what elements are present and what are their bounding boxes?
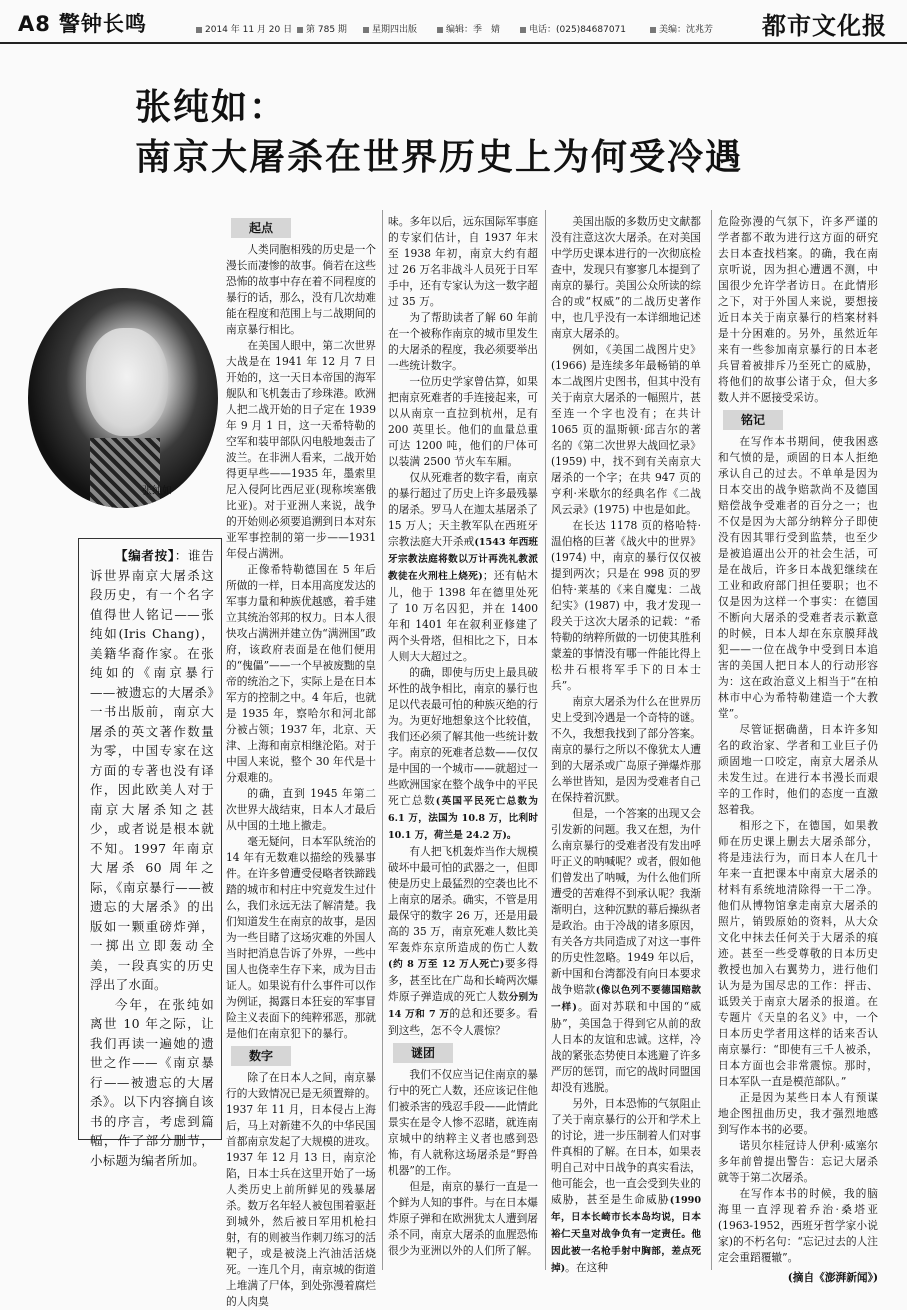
- paragraph: 在长达 1178 页的格哈特·温伯格的巨著《战火中的世界》(1974) 中，南京的暴行仅仅被提到两次；只是在 998 页的罗伯特·莱基的《来自魔鬼：二战纪实》(1987) 中，我才发现一段关于这次大屠杀的记载：“希特勒的纳粹所做的一切使其胜利蒙羞的事情没有哪一件能比得上松井石根将军手下的日本士兵”。: [551, 519, 701, 692]
- subheading-mystery: 谜团: [393, 1043, 453, 1063]
- portrait-photo: [28, 288, 218, 508]
- inline-note: (像以色列不要德国赔款一样): [551, 985, 701, 1013]
- masthead: [0, 0, 907, 44]
- bullet-square-icon: [520, 27, 526, 33]
- phone-label: 电话：(025)84687071: [520, 22, 626, 35]
- inline-note: (英国平民死亡总数为 6.1 万，法国为 10.8 万，比利时 10.1 万，荷兰是 24.2 万)。: [388, 796, 538, 841]
- photo-caption: 张纯如: [142, 486, 172, 497]
- paragraph: 美国出版的多数历史文献都没有注意这次大屠杀。在对美国中学历史课本进行的一次彻底检查中，发现只有寥寥几本提到了南京的暴行。美国公众所读的综合的或“权威”的二战历史著作中，也几乎没有一本详细地记述南京大屠杀的。: [551, 215, 701, 340]
- paragraph: 毫无疑问，日本军队统治的 14 年有无数难以描绘的残暴事件。在许多曾遭受侵略者铁蹄践踏的城市和村庄中究竟发生过什么，我们永远无法了解清楚。我们知道发生在南京的故事，是因为一些目睹了这场灾难的外国人当时把消息告诉了外界，一些中国人也侥幸生存下来，成为目击证人。如果说有什么事件可以作为例证，揭露日本狂妄的军事冒险主义表面下的纯粹邪恶，那就是他们在南京犯下的暴行。: [226, 835, 376, 1040]
- editor-note-tag: 【编者按】: [115, 548, 175, 563]
- inline-note: (1543 年西班牙宗教法庭将数以万计再洗礼教派教徒在火刑柱上烧死): [388, 537, 538, 582]
- editor-note: [90, 546, 214, 1170]
- subheading-origin: 起点: [231, 218, 291, 238]
- article-column-2: [388, 214, 538, 1259]
- bullet-square-icon: [650, 27, 656, 33]
- inline-note: (约 8 万至 12 万人死亡): [388, 959, 505, 970]
- paragraph: 除了在日本人之间，南京暴行的大致情况已是无须置辩的。1937 年 11 月，日本侵占上海后，马上对新建不久的中华民国首都南京发起了大规模的进攻。1937 年 12 月 13 日，南京沦陷，日本士兵在这里开始了一场人类历史上前所鲜见的残暴屠杀。数万名年轻人被包围着驱赶到城外，然后被日军用机枪扫射，有的则被当作刺刀练习的活靶子，或是被浇上汽油活活烧死。一连几个月，南京城的街道上堆满了尸体，到处弥漫着腐烂的人肉臭: [226, 1071, 376, 1308]
- inline-note: 分别为 14 万和 7 万: [388, 992, 538, 1020]
- weekday-label: 星期四出版: [363, 22, 417, 35]
- column-rule: [545, 210, 546, 1270]
- paragraph: 我们不仅应当记住南京的暴行中的死亡人数，还应该记住他们被杀害的残忍手段——此情此景实在是令人惨不忍睹，就连南京城中的纳粹主义者也感到恐怖，有人就称这场屠杀是“野兽机器”的工作。: [388, 1068, 538, 1177]
- date-label: 2014 年 11 月 20 日: [196, 22, 292, 35]
- paragraph: 的确，直到 1945 年第二次世界大战结束，日本人才最后从中国的土地上撤走。: [226, 787, 376, 832]
- subheading-numbers: 数字: [231, 1046, 291, 1066]
- bullet-square-icon: [363, 27, 369, 33]
- art-editor-label: 美编：沈兆芳: [650, 22, 713, 35]
- bullet-square-icon: [437, 27, 443, 33]
- paragraph: 在美国人眼中，第二次世界大战是在 1941 年 12 月 7 日开始的，这一天日本帝国的海军舰队和飞机轰击了珍珠港。欧洲人把二战开始的日子定在 1939 年 9 月 1 日，这一天希特勒的空军和装甲部队闪电般地轰击了波兰。在非洲人看来，二战开始得更早些——1935 年，墨索里尼入侵阿比西尼亚(现称埃塞俄比亚)。对于亚洲人来说，战争的开始则必须要追溯到日本对东亚军事控制的第一步——1931 年侵占满洲。: [226, 339, 376, 560]
- paragraph: 在写作本书的时候，我的脑海里一直浮现着乔治·桑塔亚(1963-1952，西班牙哲学家小说家)的不朽名句：“忘记过去的人注定会重蹈覆辙”。: [718, 1187, 878, 1264]
- portrait-collar: [90, 438, 160, 508]
- paragraph: 例如，《美国二战图片史》(1966) 是连续多年最畅销的单本二战图片史图书，但其中没有关于南京大屠杀的一幅照片，甚至连一个字也没有；在共计 1065 页的温斯顿·邱吉尔的著名的《第二次世界大战回忆录》(1959) 中，找不到有关南京大屠杀的一个字；在共 947 页的亨利·米歇尔的经典名作《二战风云录》(1975) 中也是如此。: [551, 343, 701, 516]
- section-name: 警钟长鸣: [58, 12, 147, 36]
- paragraph: 但是，南京的暴行一直是一个鲜为人知的事件。与在日本爆炸原子弹和在欧洲犹太人遭到屠杀不同，南京大屠杀的血腥恐怖很少为亚洲以外的人们所了解。: [388, 1180, 538, 1257]
- article-column-4: [718, 214, 878, 1286]
- portrait-face: [86, 328, 168, 436]
- headline-line-2: 南京大屠杀在世界历史上为何受冷遇: [135, 137, 744, 178]
- page-identifier: [18, 8, 147, 38]
- paragraph: 在写作本书期间，使我困惑和气愤的是，顽固的日本人拒绝承认自己的过去。不单单是因为日本交出的战争赔款尚不及德国赔偿战争受难者的百分之一；也不仅是因为大部分纳粹分子即使没有因其罪行受到监禁，也至少是被追逼出公开的社会生活，可是在战后，许多日本战犯继续在工业和政府部门担任要职；也不仅是因为这样一个事实：在德国不断向大屠杀的受难者表示歉意的时候，日本人却在东京膜拜战犯——一位在战争中受到日本追害的美国人把日本人的行动形容为：这在政治意义上相当于“在柏林市中心为希特勒建造一个大教堂”。: [718, 435, 878, 720]
- newspaper-logo: 都市文化报: [762, 12, 887, 40]
- paragraph: 的确，即使与历史上最具破坏性的战争相比，南京的暴行也足以代表最可怕的种族灭绝的行为。为更好地想象这个比较值，我们还必须了解其他一些统计数字。南京的死难者总数——仅仅是中国的一个城市——就超过一些欧洲国家在整个战争中的平民死亡总数(英国平民死亡总数为 6.1 万，法国为 10.8 万，比利时 10.1 万，荷兰是 24.2 万)。: [388, 666, 538, 841]
- paragraph: 相形之下，在德国，如果教师在历史课上删去大屠杀部分，将是违法行为，而日本人在几十年来一直把课本中南京大屠杀的材料有系统地清除得一干二净。他们从博物馆拿走南京大屠杀的照片，销毁原始的资料，从大众文化中抹去任何关于大屠杀的痕迹。甚至一些受尊敬的日本历史教授也加入右翼势力，进行他们认为是为国尽忠的工作：抨击、诋毁关于南京大屠杀的报道。在专题片《天皇的名义》中，一个日本历史学者用这样的话来否认南京暴行：“即使有三千人被杀，日本方面也会非常震惊。那时，日本军队一直是模范部队。”: [718, 819, 878, 1088]
- inline-note: (1990 年，日本长崎市长本岛均说，日本裕仁天皇对战争负有一定责任。他因此被一名枪手射中胸部，差点死掉): [551, 1195, 701, 1274]
- paragraph: 危险弥漫的气氛下，许多严谨的学者都不敢为进行这方面的研究去日本查找档案。的确，我在南京听说，因为担心遭遇不测，中国很少允许学者访日。在此情形之下，对于外国人来说，要想接近日本关于南京暴行的档案材料是十分困难的。另外，虽然近年来有一些参加南京暴行的日本老兵冒着被排斥乃至死亡的威胁，将他们的故事公诸于众，但大多数人并不愿接受采访。: [718, 215, 878, 404]
- article-column-3: [551, 214, 701, 1277]
- editor-note-paragraph: 今年，在张纯如离世 10 年之际，让我们再读一遍她的遗世之作——《南京暴行——被遗忘的大屠杀》。以下内容摘自该书的序言，考虑到篇幅，作了部分删节，小标题为编者所加。: [90, 996, 214, 1168]
- editor-note-paragraph: 【编者按】：谁告诉世界南京大屠杀这段历史，有一个名字值得世人铭记——张纯如(Iris Chang)，美籍华裔作家。在张纯如的《南京暴行——被遗忘的大屠杀》一书出版前，南京大屠杀的英文著作数量为零，中国专家在这方面的专著也没有译作，因此欧美人对于南京大屠杀知之甚少，或者说是根本就不知。1997 年南京大屠杀 60 周年之际，《南京暴行——被遗忘的大屠杀》的出版如一颗重磅炸弹，一掷出立即轰动全美，一段真实的历史浮出了水面。: [90, 548, 214, 992]
- paragraph: 为了帮助读者了解 60 年前在一个被称作南京的城市里发生的大屠杀的程度，我必须要举出一些统计数字。: [388, 311, 538, 372]
- paragraph: 正是因为某些日本人有预谋地企图扭曲历史，我才强烈地感到写作本书的必要。: [718, 1091, 878, 1136]
- paragraph: 但是，一个答案的出现又会引发新的问题。我又在想，为什么南京暴行的受难者没有发出呼吁正义的呐喊呢？或者，假如他们曾发出了呐喊，为什么他们所遭受的苦难得不到承认呢？我渐渐明白，这种沉默的幕后操纵者是政治。由于冷战的诸多原因，有关各方共同造成了对这一事件的历史性忽略。1949 年以后，新中国和台湾都没有向日本要求战争赔款(像以色列不要德国赔款一样)。面对苏联和中国的“威胁”，美国急于得到它从前的敌人日本的友谊和忠诚。这样，冷战的紧张态势使日本逃避了许多严厉的惩罚，而它的战时同盟国却没有逃脱。: [551, 807, 701, 1094]
- headline-line-1: 张纯如：: [135, 87, 288, 128]
- article-column-1: [226, 214, 376, 1310]
- issue-label: 第 785 期: [297, 22, 347, 35]
- column-rule: [382, 210, 383, 1270]
- bullet-square-icon: [297, 27, 303, 33]
- paragraph: 仅从死难者的数字看，南京的暴行超过了历史上许多最残暴的屠杀。罗马人在迦太基屠杀了 15 万人；天主教军队在西班牙宗教法庭大开杀戒(1543 年西班牙宗教法庭将数以万计再洗礼教派教徒在火刑柱上烧死)；还有帖木儿，他于 1398 年在德里处死了 10 万名囚犯，并在 1400 年和 1401 年在叙利亚修建了两个头骨塔，但相比之下，日本人则大大超过之。: [388, 471, 538, 663]
- page-code: A8: [18, 12, 51, 36]
- paragraph: 味。多年以后，远东国际军事庭的专家们估计，自 1937 年末至 1938 年初，南京大约有超过 26 万名非战斗人员死于日军手中，还有专家认为这一数字超过 35 万。: [388, 215, 538, 308]
- column-rule: [711, 210, 712, 1270]
- paragraph: 一位历史学家曾估算，如果把南京死难者的手连接起来，可以从南京一直拉到杭州，足有 200 英里长。他们的血量总重可达 1200 吨，他们的尸体可以装满 2500 节火车车厢。: [388, 375, 538, 468]
- paragraph: 尽管证据确凿，日本许多知名的政治家、学者和工业巨子仍顽固地一口咬定，南京大屠杀从未发生过。在进行本书漫长而艰辛的工作时，他们的态度一直激怒着我。: [718, 723, 878, 816]
- subheading-remember: 铭记: [723, 410, 783, 430]
- paragraph: 诺贝尔桂冠诗人伊利·威塞尔多年前曾提出警告：忘记大屠杀就等于第二次屠杀。: [718, 1139, 878, 1184]
- source-credit: (摘自《澎湃新闻》): [787, 1271, 878, 1284]
- paragraph: 有人把飞机轰炸当作大规模破坏中最可怕的武器之一，但即使是历史上最猛烈的空袭也比不上南京的屠杀。确实，不管是用最保守的数字 26 万，还是用最高的 35 万，南京死难人数比美军轰炸东京所造成的伤亡人数(约 8 万至 12 万人死亡)要多得多，甚至比在广岛和长崎两次爆炸原子弹造成的死亡人数分别为 14 万和 7 万的总和还要多。看到这些，怎不令人震惊？: [388, 845, 538, 1037]
- bullet-square-icon: [196, 27, 202, 33]
- paragraph: 人类同胞相残的历史是一个漫长而凄惨的故事。倘若在这些恐怖的故事中存在着不同程度的暴行的话，那么，没有几次劫难能在程度和范围上与二战期间的南京暴行相比。: [226, 243, 376, 336]
- paragraph: 另外，日本恐怖的气氛阻止了关于南京暴行的公开和学术上的讨论，进一步压制着人们对事件真相的了解。在日本，如果表明自己对中日战争的真实看法，他可能会，也一直会受到失业的威胁，甚至是生命威胁(1990 年，日本长崎市长本岛均说，日本裕仁天皇对战争负有一定责任。他因此被一名枪手射中胸部，差点死掉)。在这种: [551, 1097, 701, 1274]
- paragraph: 南京大屠杀为什么在世界历史上受到冷遇是一个奇特的谜。不久，我想我找到了部分答案。南京的暴行之所以不像犹太人遭到的大屠杀或广岛原子弹爆炸那么举世皆知，是因为受难者自己在保持着沉默。: [551, 695, 701, 804]
- paragraph: 正像希特勒德国在 5 年后所做的一样，日本用高度发达的军事力量和种族优越感，着手建立其统治邻邦的权力。日本人很快攻占满洲并建立伪“满洲国”政府，该政府表面是在他们便用的“傀儡”——一个早被废黜的皇帝的统治之下，实际上是在日本军方的控制之中。4 年后，也就是 1935 年，察哈尔和河北部分被占领；1937 年，北京、天津、上海和南京相继沦陷。对于中国人来说，整个 30 年代是十分艰难的。: [226, 563, 376, 784]
- editor-label: 编辑：季 婧: [437, 22, 500, 35]
